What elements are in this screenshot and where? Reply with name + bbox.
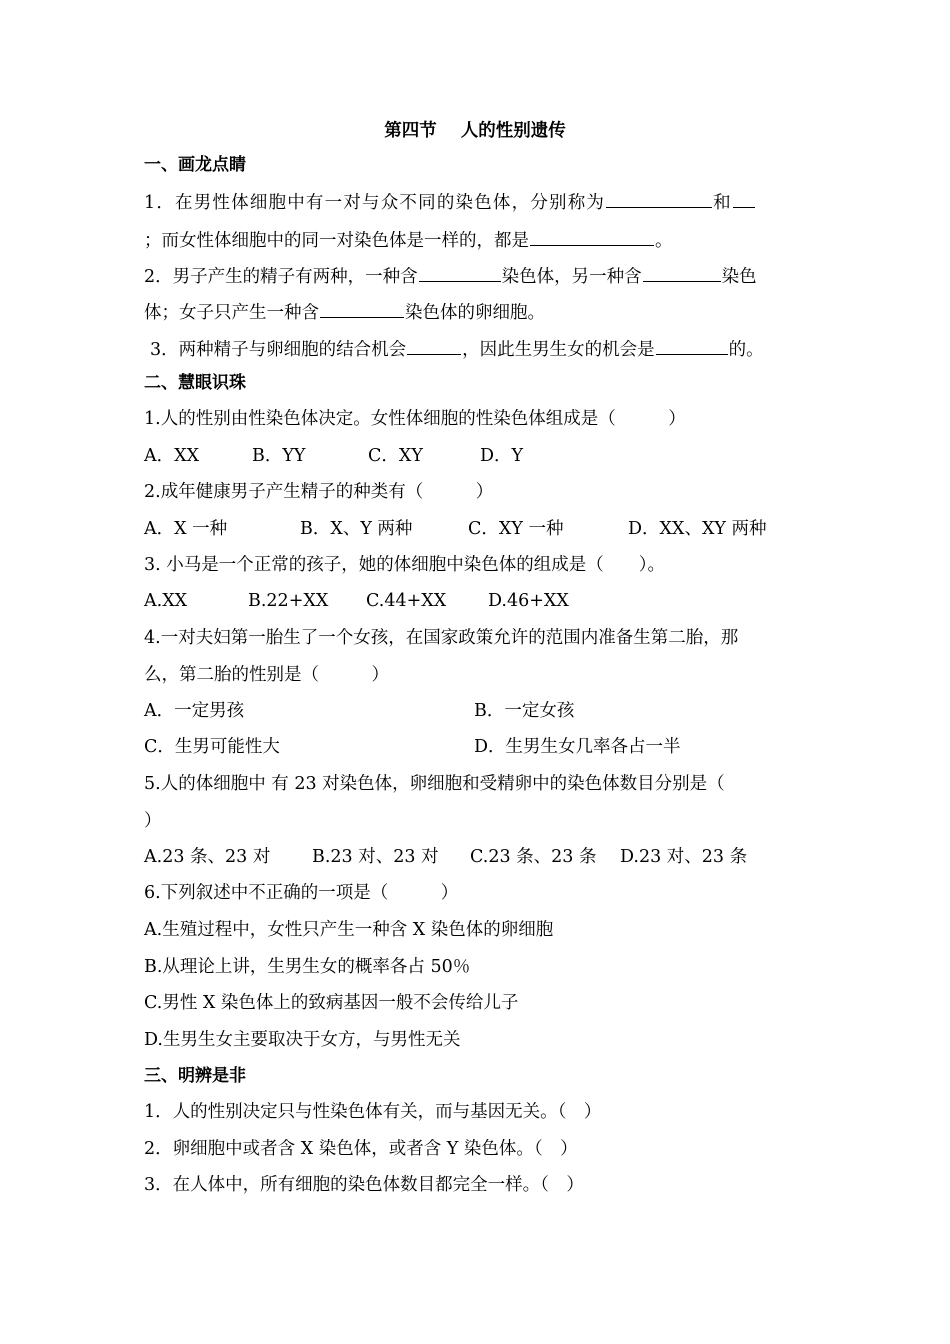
judgment-item: 2．卵细胞中或者含 X 染色体，或者含 Y 染色体。（ ）: [144, 1139, 578, 1159]
title-section: 第四节: [384, 121, 437, 141]
blank[interactable]: [530, 227, 654, 246]
s1-q3: 3．两种精子与卵细胞的结合机会 ，因此生男生女的机会是 的。: [150, 336, 764, 361]
section2-heading: 二、慧眼识珠: [144, 373, 246, 393]
s2-q1-stem: 1.人的性别由性染色体决定。女性体细胞的性染色体组成是（ ）: [144, 409, 686, 429]
option[interactable]: C.23 条、23 条: [470, 847, 597, 867]
s1-q2-line2: 体；女子只产生一种含 染色体的卵细胞。: [144, 299, 545, 324]
option[interactable]: D．Y: [480, 446, 524, 466]
s2-q4-stem2: 么，第二胎的性别是（ ）: [144, 665, 389, 685]
option[interactable]: D．XX、XY 两种: [628, 519, 767, 539]
s1-q1-line1: 1．在男性体细胞中有一对与众不同的染色体，分别称为 和: [144, 189, 756, 214]
option[interactable]: A．一定男孩: [144, 701, 245, 721]
s2-q5-stem2: ）: [144, 811, 162, 831]
option[interactable]: B.22+XX: [248, 591, 329, 611]
option[interactable]: C.44+XX: [366, 591, 447, 611]
s2-q6-stem: 6.下列叙述中不正确的一项是（ ）: [144, 883, 459, 903]
judgment-item: 1．人的性别决定只与性染色体有关，而与基因无关。（ ）: [144, 1102, 602, 1122]
section1-heading: 一、画龙点睛: [144, 155, 246, 175]
s2-q3-stem: 3. 小马是一个正常的孩子，她的体细胞中染色体的组成是（ ）。: [144, 555, 666, 575]
option[interactable]: B.从理论上讲，生男生女的概率各占 50％: [144, 957, 471, 977]
option[interactable]: A．X 一种: [144, 519, 228, 539]
option[interactable]: B．YY: [252, 446, 306, 466]
option[interactable]: B．X、Y 两种: [300, 519, 413, 539]
option[interactable]: C．XY: [368, 446, 423, 466]
option[interactable]: A．XX: [144, 446, 200, 466]
section3-heading: 三、明辨是非: [144, 1066, 246, 1086]
option[interactable]: A.23 条、23 对: [144, 847, 271, 867]
option[interactable]: C.男性 X 染色体上的致病基因一般不会传给儿子: [144, 993, 519, 1013]
title-topic: 人的性别遗传: [460, 121, 566, 141]
judgment-item: 3．在人体中，所有细胞的染色体数目都完全一样。（ ）: [144, 1175, 584, 1195]
option[interactable]: D．生男生女几率各占一半: [474, 737, 681, 757]
option[interactable]: B.23 对、23 对: [312, 847, 439, 867]
blank[interactable]: [320, 299, 404, 318]
page-title: [0, 120, 950, 142]
s2-q5-stem: 5.人的体细胞中 有 23 对染色体，卵细胞和受精卵中的染色体数目分别是（: [144, 774, 725, 794]
option[interactable]: A.XX: [144, 591, 188, 611]
option[interactable]: C．生男可能性大: [144, 737, 280, 757]
s1-q1-line2: ；而女性体细胞中的同一对染色体是一样的，都是 。: [144, 227, 673, 252]
blank[interactable]: [419, 263, 501, 282]
blank[interactable]: [407, 336, 461, 355]
option[interactable]: A.生殖过程中，女性只产生一种含 X 染色体的卵细胞: [144, 920, 554, 940]
blank[interactable]: [606, 189, 712, 208]
option[interactable]: D.23 对、23 条: [620, 847, 748, 867]
option[interactable]: B．一定女孩: [474, 701, 575, 721]
option[interactable]: C．XY 一种: [468, 519, 564, 539]
blank[interactable]: [643, 263, 721, 282]
s2-q4-stem: 4.一对夫妇第一胎生了一个女孩，在国家政策允许的范围内准备生第二胎，那: [144, 628, 739, 648]
blank[interactable]: [656, 336, 728, 355]
option[interactable]: D.生男生女主要取决于女方，与男性无关: [144, 1030, 461, 1050]
s2-q2-stem: 2.成年健康男子产生精子的种类有（ ）: [144, 482, 494, 502]
s1-q2-line1: 2．男子产生的精子有两种，一种含 染色体，另一种含 染色: [144, 263, 757, 288]
option[interactable]: D.46+XX: [488, 591, 569, 611]
blank[interactable]: [733, 189, 755, 208]
